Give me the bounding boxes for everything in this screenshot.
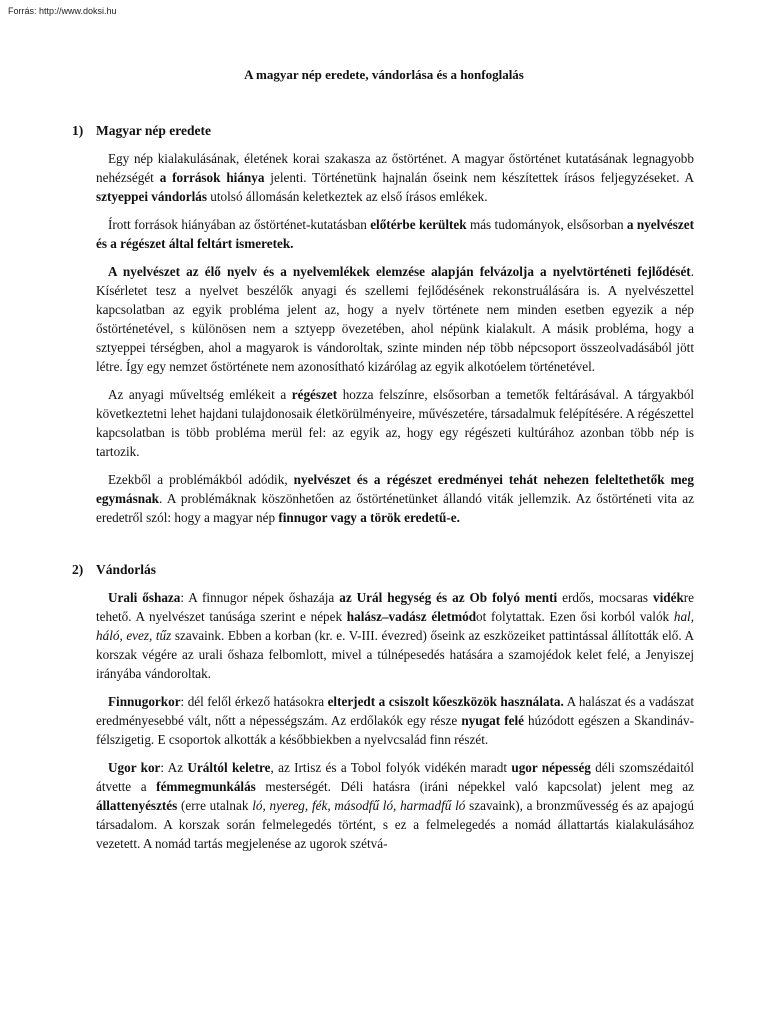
section-heading-2 (72, 560, 694, 580)
paragraph: Ugor kor: Az Uráltól keletre, az Irtisz és a Tobol folyók vidékén maradt ugor népesség déli szomszédaitól átvette a fémmegmunkálás mesterségét. Déli hatásra (iráni népekkel való kapcsolat) jelent meg az állattenyésztés (erre utalnak ló, nyereg, fék, másodfű ló, harmadfű ló szavaink), a bronzművesség és az apajogú társadalom. A korszak során felmelegedés történt, s ez a felmelegedés a nomád állattartás kialakulásához vezetett. A nomád tartás megjelenése az ugorok szétvá- (96, 760, 694, 851)
document-body (72, 121, 695, 853)
paragraph: Ezekből a problémákból adódik, nyelvészet és a régészet eredményei tehát nehezen feleltethetők meg egymásnak. A problémáknak köszönhetően az őstörténetünket állandó viták jellemzik. Az őstörténeti vita az eredetről szól: hogy a magyar nép finnugor vagy a török eredetű-e. (96, 472, 695, 525)
section-number: 2) (72, 562, 84, 577)
paragraph: Az anyagi műveltség emlékeit a régészet hozza felszínre, elsősorban a temetők feltárásával. A tárgyakból következtetni lehet hajdani tulajdonosaik életkörülményeire, művészetére, társadalmuk felépítésére. A régészettel kapcsolatban is több probléma merül fel: az egyik az, hogy egy régészeti kultúrához azonban több nép is tartozik. (96, 387, 694, 459)
paragraph: Finnugorkor: dél felől érkező hatásokra elterjedt a csiszolt kőeszközök használata. A halászat és a vadászat eredményesebbé vált, nőtt a népességszám. Az erdőlakók egy része nyugat felé húzódott egészen a Skandináv-félszigetig. E csoportok alkották a későbbiekben a nyelvcsalád finn részét. (96, 694, 695, 747)
section-number: 1) (72, 123, 84, 138)
page-title: A magyar nép eredete, vándorlása és a honfoglalás (244, 67, 524, 82)
paragraph: Urali őshaza: A finnugor népek őshazája az Urál hegység és az Ob folyó menti erdős, mocsaras vidékre tehető. A nyelvészet tanúsága szerint e népek halász–vadász életmódot folytattak. Ezen ősi korból valók hal, háló, evez, tűz szavaink. Ebben a korban (kr. e. V-III. évezred) őseink az eszközeiket pattintással állították elő. A korszak végére az urali őshaza felbomlott, mivel a túlnépesedés hatására a szamojédok kelet felé, a Jenyiszej irányába vándoroltak. (96, 590, 695, 681)
section-title: Vándorlás (96, 562, 157, 577)
paragraph: Írott források hiányában az őstörténet-kutatásban előtérbe kerültek más tudományok, elsősorban a nyelvészet és a régészet által feltárt ismeretek. (96, 217, 695, 251)
source-line: Forrás: http://www.doksi.hu (8, 6, 117, 16)
paragraph: Egy nép kialakulásának, életének korai szakasza az őstörténet. A magyar őstörténet kutatásának legnagyobb nehézségét a források hiánya jelenti. Történetünk hajnalán őseink nem készítettek írásos feljegyzéseket. A sztyeppei vándorlás utolsó állomásán keletkeztek az első írásos emlékek. (96, 151, 695, 204)
section-heading-1 (72, 121, 694, 141)
paragraph: A nyelvészet az élő nyelv és a nyelvemlékek elemzése alapján felvázolja a nyelvtörténeti fejlődését. Kísérletet tesz a nyelvet beszélők anyagi és szellemi fejlődésének rekonstruálására is. A nyelvészettel kapcsolatban az egyik probléma jelent az, hogy a nyelv története nem minden esetben egyezik a nép őstörténetével, s különösen nem a sztyepp övezetében, ahol népünk kialakult. A másik probléma, hogy a sztyeppei térségben, ahol a magyarok is vándoroltak, szinte minden nép több népcsoport összeolvadásából jött létre. Így egy nemzet őstörténete nem azonosítható kizárólag az egyik alkotóelem történetével. (96, 264, 694, 374)
section-title: Magyar nép eredete (96, 123, 211, 138)
